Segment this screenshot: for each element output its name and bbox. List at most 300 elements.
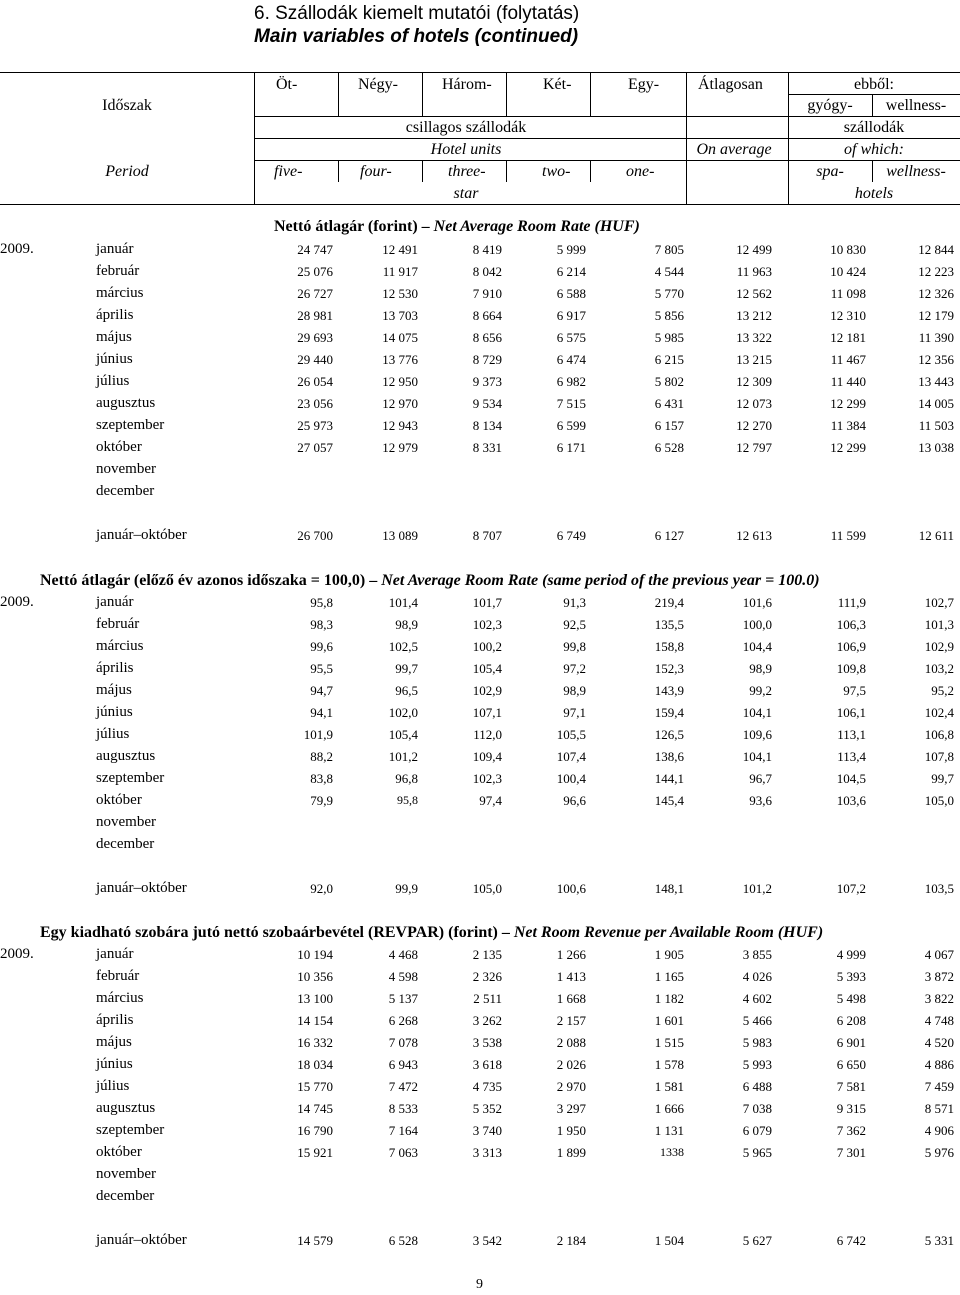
- table-cell: 4 999: [836, 947, 866, 962]
- month-label: január–október: [96, 527, 187, 543]
- col-head-ebbol: ebből:: [854, 76, 894, 93]
- page-title: 6. Szállodák kiemelt mutatói (folytatás): [254, 3, 580, 24]
- table-row: [0, 682, 960, 704]
- table-cell: 92,5: [563, 617, 586, 632]
- table-cell: 6 127: [654, 528, 684, 543]
- col-head-gyogy: gyógy-: [807, 97, 853, 114]
- table-cell: 10 194: [297, 947, 333, 962]
- section-title-1: Nettó átlagár (forint) – Net Average Room Rate (HUF): [274, 218, 640, 235]
- table-row: [0, 395, 960, 417]
- table-cell: 26 054: [297, 374, 333, 389]
- table-cell: 99,8: [563, 639, 586, 654]
- table-cell: 98,9: [395, 617, 418, 632]
- table-cell: 5 770: [654, 286, 684, 301]
- table-cell: 5 976: [924, 1145, 954, 1160]
- table-cell: 14 579: [297, 1233, 333, 1248]
- table-row: [0, 263, 960, 285]
- table-cell: 6 214: [556, 264, 586, 279]
- table-cell: 103,2: [924, 661, 954, 676]
- table-row: [0, 285, 960, 307]
- table-cell: 109,4: [472, 749, 502, 764]
- table-cell: 3 297: [556, 1101, 586, 1116]
- table-cell: 9 534: [472, 396, 502, 411]
- table-cell: 101,9: [303, 727, 333, 742]
- table-row: [0, 1012, 960, 1034]
- table-cell: 15 770: [297, 1079, 333, 1094]
- table-cell: 111,9: [837, 595, 866, 610]
- table-cell: 8 419: [472, 242, 502, 257]
- table-cell: 9 315: [836, 1101, 866, 1116]
- table-cell: 102,9: [472, 683, 502, 698]
- table-cell: 12 270: [736, 418, 772, 433]
- col-head-wellness-hu: wellness-: [885, 97, 947, 114]
- table-cell: 3 822: [924, 991, 954, 1006]
- table-cell: 15 921: [297, 1145, 333, 1160]
- table-row: [0, 329, 960, 351]
- table-cell: 3 262: [472, 1013, 502, 1028]
- table-cell: 3 618: [472, 1057, 502, 1072]
- table-cell: 4 886: [924, 1057, 954, 1072]
- table-cell: 11 390: [918, 330, 954, 345]
- table-total-row: [0, 880, 960, 902]
- section-title-2: Nettó átlagár (előző év azonos időszaka = 100,0) – Net Average Room Rate (same period of the previous year = 100.0): [40, 572, 820, 589]
- table-row: [0, 351, 960, 373]
- table-cell: 4 598: [388, 969, 418, 984]
- table-cell: 1 905: [654, 947, 684, 962]
- table-cell: 12 530: [382, 286, 418, 301]
- table-cell: 92,0: [310, 881, 333, 896]
- table-cell: 98,9: [749, 661, 772, 676]
- table-cell: 105,4: [388, 727, 418, 742]
- table-cell: 104,1: [742, 705, 772, 720]
- table-cell: 3 855: [742, 947, 772, 962]
- table-total-row: [0, 527, 960, 549]
- table-cell: 14 745: [297, 1101, 333, 1116]
- table-cell: 100,0: [742, 617, 772, 632]
- month-label: augusztus: [96, 1100, 156, 1116]
- table-cell: 1338: [660, 1145, 684, 1159]
- table-cell: 101,3: [924, 617, 954, 632]
- table-cell: 14 075: [382, 330, 418, 345]
- table-cell: 106,1: [836, 705, 866, 720]
- table-cell: 95,8: [397, 793, 418, 807]
- month-label: április: [96, 1012, 134, 1028]
- table-row: [0, 836, 960, 858]
- table-row: [0, 704, 960, 726]
- month-label: február: [96, 263, 140, 279]
- table-cell: 25 973: [297, 418, 333, 433]
- table-cell: 13 089: [382, 528, 418, 543]
- table-row: [0, 946, 960, 968]
- table-cell: 3 313: [472, 1145, 502, 1160]
- table-cell: 16 790: [297, 1123, 333, 1138]
- table-cell: 88,2: [310, 749, 333, 764]
- table-cell: 12 310: [830, 308, 866, 323]
- table-cell: 3 538: [472, 1035, 502, 1050]
- table-cell: 29 693: [297, 330, 333, 345]
- table-row: [0, 638, 960, 660]
- table-row: [0, 660, 960, 682]
- table-cell: 6 917: [556, 308, 586, 323]
- table-cell: 14 154: [297, 1013, 333, 1028]
- table-cell: 144,1: [654, 771, 684, 786]
- table-cell: 6 488: [742, 1079, 772, 1094]
- table-cell: 2 184: [556, 1233, 586, 1248]
- month-label: december: [96, 836, 155, 852]
- table-cell: 26 727: [297, 286, 333, 301]
- table-cell: 99,2: [749, 683, 772, 698]
- month-label: március: [96, 990, 144, 1006]
- table-cell: 107,2: [836, 881, 866, 896]
- table-cell: 12 299: [830, 396, 866, 411]
- table-cell: 7 515: [556, 396, 586, 411]
- table-cell: 138,6: [654, 749, 684, 764]
- table-cell: 11 384: [830, 418, 866, 433]
- month-label: szeptember: [96, 770, 165, 786]
- table-cell: 96,7: [749, 771, 772, 786]
- table-cell: 105,5: [556, 727, 586, 742]
- table-cell: 148,1: [654, 881, 684, 896]
- table-cell: 94,7: [310, 683, 333, 698]
- month-label: november: [96, 814, 156, 830]
- table-cell: 1 950: [556, 1123, 586, 1138]
- table-cell: 7 164: [388, 1123, 418, 1138]
- col-head-hu-1: Öt-: [276, 76, 298, 93]
- table-cell: 8 729: [472, 352, 502, 367]
- month-label: január–október: [96, 1232, 187, 1248]
- table-cell: 5 983: [742, 1035, 772, 1050]
- table-row: [0, 241, 960, 263]
- table-cell: 159,4: [654, 705, 684, 720]
- table-cell: 4 735: [472, 1079, 502, 1094]
- table-cell: 5 352: [472, 1101, 502, 1116]
- table-cell: 103,5: [924, 881, 954, 896]
- table-cell: 98,3: [310, 617, 333, 632]
- table-cell: 6 650: [836, 1057, 866, 1072]
- table-cell: 13 038: [918, 440, 954, 455]
- table-row: [0, 1144, 960, 1166]
- table-cell: 1 601: [654, 1013, 684, 1028]
- table-cell: 105,4: [472, 661, 502, 676]
- table-cell: 18 034: [297, 1057, 333, 1072]
- table-cell: 4 544: [654, 264, 684, 279]
- table-cell: 10 356: [297, 969, 333, 984]
- month-label: szeptember: [96, 1122, 165, 1138]
- table-cell: 11 963: [736, 264, 772, 279]
- table-cell: 8 134: [472, 418, 502, 433]
- table-cell: 13 776: [382, 352, 418, 367]
- table-cell: 102,5: [388, 639, 418, 654]
- table-cell: 2 970: [556, 1079, 586, 1094]
- table-cell: 104,1: [742, 749, 772, 764]
- table-cell: 7 472: [388, 1079, 418, 1094]
- table-cell: 8 331: [472, 440, 502, 455]
- table-cell: 100,2: [472, 639, 502, 654]
- month-label: május: [96, 1034, 132, 1050]
- table-cell: 126,5: [654, 727, 684, 742]
- table-cell: 102,4: [924, 705, 954, 720]
- month-label: február: [96, 616, 140, 632]
- table-cell: 3 542: [472, 1233, 502, 1248]
- table-cell: 7 459: [924, 1079, 954, 1094]
- table-cell: 107,4: [556, 749, 586, 764]
- col-head-hotel-units: Hotel units: [430, 141, 502, 158]
- table-cell: 12 797: [736, 440, 772, 455]
- table-cell: 4 748: [924, 1013, 954, 1028]
- table-cell: 5 802: [654, 374, 684, 389]
- month-label: április: [96, 307, 134, 323]
- table-cell: 6 208: [836, 1013, 866, 1028]
- month-label: szeptember: [96, 417, 165, 433]
- table-cell: 12 223: [918, 264, 954, 279]
- col-head-en-3: three-: [448, 163, 486, 180]
- table-cell: 13 443: [918, 374, 954, 389]
- month-label: június: [96, 704, 133, 720]
- table-row: [0, 373, 960, 395]
- table-cell: 11 917: [382, 264, 418, 279]
- col-head-on-average: On average: [696, 141, 772, 158]
- table-cell: 152,3: [654, 661, 684, 676]
- table-cell: 26 700: [297, 528, 333, 543]
- month-label: január–október: [96, 880, 187, 896]
- table-cell: 3 872: [924, 969, 954, 984]
- table-cell: 101,4: [388, 595, 418, 610]
- table-cell: 7 362: [836, 1123, 866, 1138]
- month-label: január: [96, 946, 134, 962]
- table-cell: 25 076: [297, 264, 333, 279]
- table-cell: 1 131: [654, 1123, 684, 1138]
- table-cell: 12 613: [736, 528, 772, 543]
- table-row: [0, 770, 960, 792]
- table-cell: 7 910: [472, 286, 502, 301]
- table-cell: 83,8: [310, 771, 333, 786]
- table-row: [0, 307, 960, 329]
- table-cell: 99,7: [395, 661, 418, 676]
- table-cell: 8 042: [472, 264, 502, 279]
- table-cell: 24 747: [297, 242, 333, 257]
- table-cell: 100,4: [556, 771, 586, 786]
- table-cell: 98,9: [563, 683, 586, 698]
- table-cell: 23 056: [297, 396, 333, 411]
- table-row: [0, 726, 960, 748]
- table-cell: 10 424: [830, 264, 866, 279]
- table-cell: 102,3: [472, 617, 502, 632]
- table-cell: 12 326: [918, 286, 954, 301]
- month-label: január: [96, 594, 134, 610]
- table-row: [0, 1078, 960, 1100]
- table-cell: 97,2: [563, 661, 586, 676]
- table-cell: 109,8: [836, 661, 866, 676]
- table-cell: 7 581: [836, 1079, 866, 1094]
- table-cell: 5 466: [742, 1013, 772, 1028]
- month-label: június: [96, 351, 133, 367]
- table-cell: 1 182: [654, 991, 684, 1006]
- table-cell: 4 906: [924, 1123, 954, 1138]
- col-head-star: star: [453, 185, 479, 202]
- table-cell: 11 098: [830, 286, 866, 301]
- table-row: [0, 483, 960, 505]
- table-cell: 1 578: [654, 1057, 684, 1072]
- table-cell: 104,5: [836, 771, 866, 786]
- table-cell: 12 073: [736, 396, 772, 411]
- table-cell: 1 504: [654, 1233, 684, 1248]
- col-head-hu-4: Két-: [543, 76, 572, 93]
- table-cell: 105,0: [472, 881, 502, 896]
- table-cell: 6 901: [836, 1035, 866, 1050]
- table-cell: 104,4: [742, 639, 772, 654]
- table-cell: 91,3: [563, 595, 586, 610]
- table-cell: 99,7: [931, 771, 954, 786]
- table-cell: 5 985: [654, 330, 684, 345]
- table-cell: 11 599: [830, 528, 866, 543]
- table-cell: 106,8: [924, 727, 954, 742]
- table-cell: 6 599: [556, 418, 586, 433]
- table-cell: 12 970: [382, 396, 418, 411]
- table-cell: 13 703: [382, 308, 418, 323]
- col-head-hu-5: Egy-: [628, 76, 660, 93]
- table-cell: 13 215: [736, 352, 772, 367]
- col-head-szallodak: szállodák: [843, 119, 905, 136]
- table-row: [0, 616, 960, 638]
- table-cell: 2 326: [472, 969, 502, 984]
- table-cell: 101,2: [742, 881, 772, 896]
- table-cell: 102,3: [472, 771, 502, 786]
- col-head-en-2: four-: [360, 163, 392, 180]
- section-title-3: Egy kiadható szobára jutó nettó szobaárbevétel (REVPAR) (forint) – Net Room Revenue per Available Room (HUF): [40, 924, 824, 941]
- table-cell: 6 742: [836, 1233, 866, 1248]
- table-cell: 12 950: [382, 374, 418, 389]
- table-cell: 5 498: [836, 991, 866, 1006]
- table-cell: 6 749: [556, 528, 586, 543]
- month-label: július: [96, 726, 130, 742]
- table-cell: 97,5: [843, 683, 866, 698]
- month-label: július: [96, 1078, 130, 1094]
- table-cell: 27 057: [297, 440, 333, 455]
- table-cell: 5 965: [742, 1145, 772, 1160]
- table-cell: 6 171: [556, 440, 586, 455]
- table-cell: 1 668: [556, 991, 586, 1006]
- table-cell: 219,4: [654, 595, 684, 610]
- table-cell: 95,8: [310, 595, 333, 610]
- table-cell: 95,5: [310, 661, 333, 676]
- table-cell: 4 520: [924, 1035, 954, 1050]
- table-cell: 4 067: [924, 947, 954, 962]
- table-cell: 2 026: [556, 1057, 586, 1072]
- col-head-hu-6: Átlagosan: [698, 76, 763, 93]
- table-cell: 7 805: [654, 242, 684, 257]
- period-label-hu: Időszak: [102, 97, 152, 114]
- table-row: [0, 814, 960, 836]
- month-label: július: [96, 373, 130, 389]
- month-label: december: [96, 483, 155, 499]
- table-cell: 28 981: [297, 308, 333, 323]
- table-cell: 100,6: [556, 881, 586, 896]
- table-cell: 11 503: [918, 418, 954, 433]
- table-cell: 93,6: [749, 793, 772, 808]
- table-row: [0, 417, 960, 439]
- month-label: október: [96, 439, 142, 455]
- table-cell: 6 588: [556, 286, 586, 301]
- table-cell: 158,8: [654, 639, 684, 654]
- table-cell: 3 740: [472, 1123, 502, 1138]
- table-cell: 11 440: [830, 374, 866, 389]
- table-cell: 7 063: [388, 1145, 418, 1160]
- table-cell: 113,4: [837, 749, 866, 764]
- table-cell: 4 026: [742, 969, 772, 984]
- table-cell: 96,8: [395, 771, 418, 786]
- table-row: [0, 792, 960, 814]
- col-head-csillagos: csillagos szállodák: [405, 119, 527, 136]
- col-head-wellness-en: wellness-: [886, 163, 946, 180]
- table-cell: 101,6: [742, 595, 772, 610]
- page-number: 9: [476, 1277, 483, 1292]
- table-cell: 102,9: [924, 639, 954, 654]
- table-cell: 13 100: [297, 991, 333, 1006]
- table-cell: 143,9: [654, 683, 684, 698]
- month-label: február: [96, 968, 140, 984]
- month-label: november: [96, 461, 156, 477]
- table-cell: 6 982: [556, 374, 586, 389]
- table-cell: 2 088: [556, 1035, 586, 1050]
- table-cell: 1 515: [654, 1035, 684, 1050]
- year-label: 2009.: [0, 594, 34, 610]
- table-row: [0, 990, 960, 1012]
- table-row: [0, 1166, 960, 1188]
- year-label: 2009.: [0, 946, 34, 962]
- table-cell: 12 979: [382, 440, 418, 455]
- table-cell: 5 627: [742, 1233, 772, 1248]
- page-subtitle: Main variables of hotels (continued): [254, 26, 579, 47]
- table-cell: 102,7: [924, 595, 954, 610]
- month-label: november: [96, 1166, 156, 1182]
- table-cell: 5 856: [654, 308, 684, 323]
- table-cell: 99,6: [310, 639, 333, 654]
- table-cell: 5 331: [924, 1233, 954, 1248]
- table-cell: 12 943: [382, 418, 418, 433]
- month-label: október: [96, 1144, 142, 1160]
- table-cell: 1 165: [654, 969, 684, 984]
- table-cell: 99,9: [395, 881, 418, 896]
- table-cell: 12 309: [736, 374, 772, 389]
- table-row: [0, 1100, 960, 1122]
- col-head-spa: spa-: [816, 163, 844, 180]
- table-cell: 12 179: [918, 308, 954, 323]
- month-label: június: [96, 1056, 133, 1072]
- table-cell: 5 137: [388, 991, 418, 1006]
- table-cell: 8 533: [388, 1101, 418, 1116]
- year-label: 2009.: [0, 241, 34, 257]
- table-total-row: [0, 1232, 960, 1254]
- table-cell: 12 491: [382, 242, 418, 257]
- table-cell: 1 666: [654, 1101, 684, 1116]
- table-cell: 109,6: [742, 727, 772, 742]
- table-header: [0, 72, 960, 207]
- table-cell: 145,4: [654, 793, 684, 808]
- month-label: április: [96, 660, 134, 676]
- month-label: március: [96, 638, 144, 654]
- table-cell: 9 373: [472, 374, 502, 389]
- table-cell: 79,9: [310, 793, 333, 808]
- table-cell: 12 562: [736, 286, 772, 301]
- table-cell: 107,8: [924, 749, 954, 764]
- table-cell: 5 999: [556, 242, 586, 257]
- table-cell: 2 135: [472, 947, 502, 962]
- table-cell: 97,4: [479, 793, 502, 808]
- month-label: október: [96, 792, 142, 808]
- table-row: [0, 1056, 960, 1078]
- table-cell: 5 993: [742, 1057, 772, 1072]
- month-label: május: [96, 329, 132, 345]
